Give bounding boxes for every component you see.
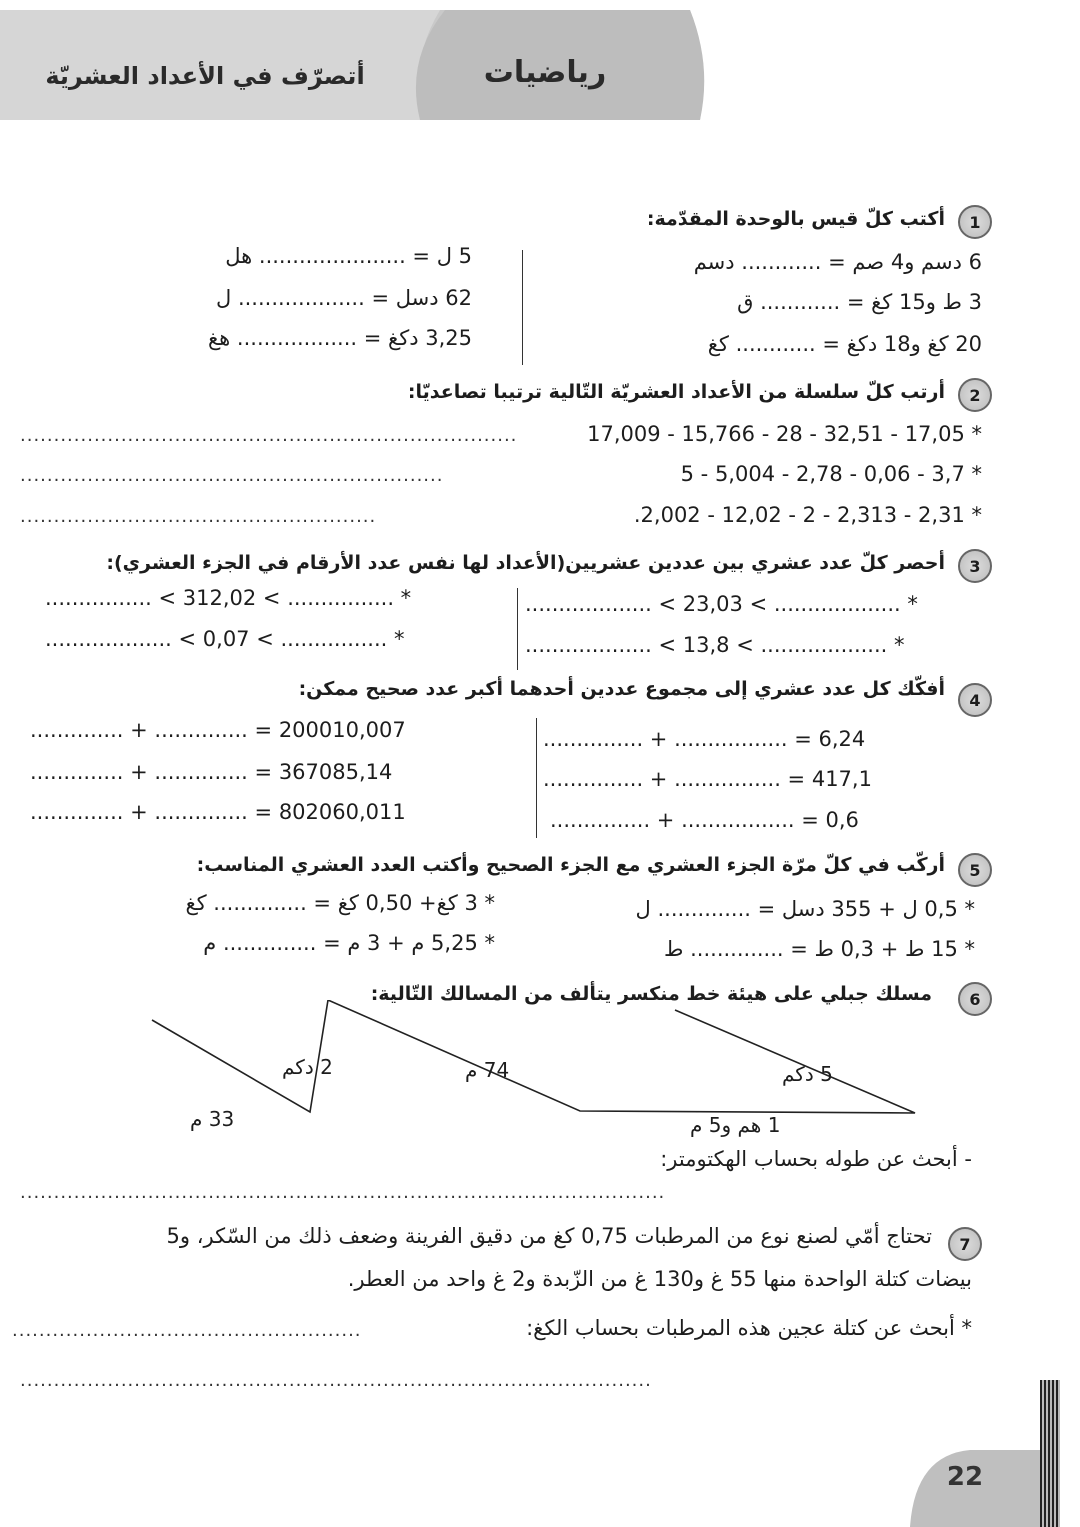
exercise-title: أرتب كلّ سلسلة من الأعداد العشريّة التّالية ترتيبا تصاعديّا: xyxy=(407,381,945,403)
segment-label: 74 م xyxy=(465,1058,510,1082)
answer-dots: ................................................................................................ xyxy=(20,1182,666,1203)
segment-label: 2 دكم xyxy=(282,1055,333,1079)
decompose-line: ............... + ................. = 0,6 xyxy=(550,808,859,832)
conversion-line: 62 دسل = ................... ل xyxy=(216,286,472,310)
answer-dots: ............................................................... xyxy=(20,465,444,486)
exercise-title: أحصر كلّ عدد عشري بين عددين عشريين(الأعداد لها نفس عدد الأرقام في الجزء العشري): xyxy=(106,552,945,574)
decompose-line: ............... + ................ = 417,1 xyxy=(543,767,872,791)
conversion-line: 20 كغ و18 دكغ = ............ كغ xyxy=(707,332,982,356)
decompose-line: ............... + ................. = 6,24 xyxy=(543,727,866,751)
exercise-number: 1 xyxy=(958,205,992,239)
conversion-line: 6 دسم و4 صم = ............ دسم xyxy=(693,250,982,274)
answer-dots: ..................................................... xyxy=(20,506,377,527)
exercise-number: 5 xyxy=(958,853,992,887)
exercise-title: أركّب في كلّ مرّة الجزء العشري مع الجزء الصحيح وأكتب العدد العشري المناسب: xyxy=(196,854,945,876)
exercise-number: 7 xyxy=(948,1227,982,1261)
page-number: 22 xyxy=(946,1462,984,1492)
bound-value: 312,02 xyxy=(182,586,257,610)
conversion-line: 5 ل = ...................... هل xyxy=(225,244,472,268)
conversion-line: 3 ط و15 كغ = ............ ق xyxy=(737,290,982,314)
bound-value: 0,07 xyxy=(202,627,250,651)
segment-label: 5 دكم xyxy=(782,1062,833,1086)
bound-line: ................ < 312,02 < ................ * xyxy=(45,586,412,610)
exercise-title: مسلك جبلي على هيئة خط منكسر يتألف من المسالك التّالية: xyxy=(370,983,932,1005)
compose-line: * 0,5 ل + 355 دسل = .............. ل xyxy=(635,897,975,921)
decompose-line: .............. + .............. = 802060,011 xyxy=(30,800,406,824)
decompose-line: .............. + .............. = 367085,14 xyxy=(30,760,393,784)
exercise-title: أفكّك كل عدد عشري إلى مجموع عددين أحدهما أكبر عدد صحيح ممكن: xyxy=(298,678,945,700)
bound-value: 23,03 xyxy=(682,592,743,616)
subject-title: رياضيات xyxy=(483,55,607,90)
compose-line: * 15 ط + 0,3 ط = .............. ط xyxy=(664,937,975,961)
exercise-number: 6 xyxy=(958,982,992,1016)
decompose-line: .............. + .............. = 200010,007 xyxy=(30,718,406,742)
lesson-title: أتصرّف في الأعداد العشريّة xyxy=(45,62,365,90)
bound-line: ................... < 13,8 < ................... * xyxy=(525,633,905,657)
problem-text: بيضات كتلة الواحدة منها 55 غ و130 غ من الزّبدة و2 غ واحد من العطر. xyxy=(347,1267,972,1291)
exercise-number: 3 xyxy=(958,549,992,583)
conversion-line: 3,25 دكغ = .................. هغ xyxy=(208,326,472,350)
bound-line: ................... < 0,07 < ................ * xyxy=(45,627,405,651)
exercise-title: أكتب كلّ قيس بالوحدة المقدّمة: xyxy=(646,208,945,230)
question-line: * أبحث عن كتلة عجين هذه المرطبات بحساب الكغ: xyxy=(526,1316,972,1340)
answer-dots: .......................................................................... xyxy=(20,425,518,446)
bound-value: 13,8 xyxy=(682,633,730,657)
series-line: * 17,05 - 32,51 - 28 - 15,766 - 17,009 xyxy=(587,422,982,446)
exercise-number: 4 xyxy=(958,683,992,717)
bound-line: ................... < 23,03 < ................... * xyxy=(525,592,918,616)
series-line: * 2,31 - 2,313 - 2 - 12,02 - 2,002. xyxy=(633,503,982,527)
compose-line: * 5,25 م + 3 م = .............. م xyxy=(203,931,495,955)
page-header xyxy=(0,0,1080,150)
segment-label: 1 هم و5 م xyxy=(690,1113,781,1137)
column-divider xyxy=(522,250,523,365)
column-divider xyxy=(517,588,518,670)
answer-dots: .............................................................................................. xyxy=(20,1370,652,1391)
scan-edge xyxy=(1040,1380,1060,1527)
exercise-number: 2 xyxy=(958,378,992,412)
problem-text: تحتاج أمّي لصنع نوع من المرطبات 0,75 كغ من دقيق الفرينة وضعف ذلك من السّكر، و5 xyxy=(166,1224,932,1248)
question-line: - أبحث عن طوله بحساب الهكتومتر: xyxy=(660,1147,972,1171)
compose-line: * 3 كغ+ 0,50 كغ = .............. كغ xyxy=(185,891,495,915)
series-line: * 3,7 - 0,06 - 2,78 - 5,004 - 5 xyxy=(680,462,982,486)
answer-dots: .................................................... xyxy=(12,1320,362,1341)
column-divider xyxy=(536,718,537,838)
segment-label: 33 م xyxy=(190,1107,235,1131)
